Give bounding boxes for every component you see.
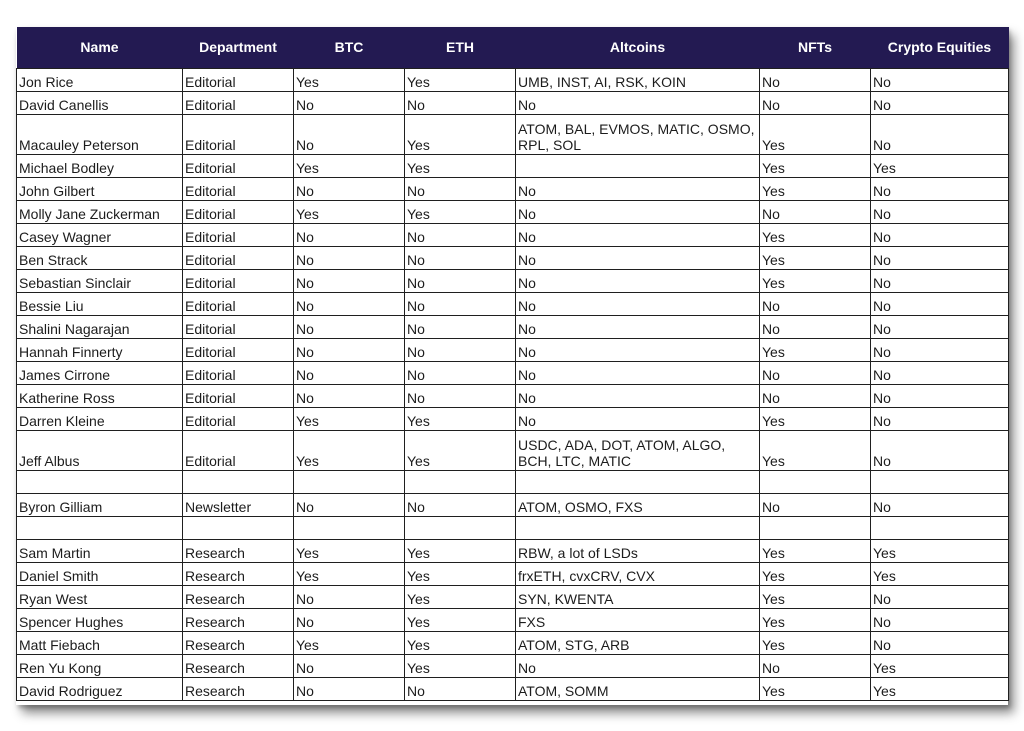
cell-nfts: Yes [760,677,871,700]
cell-nfts: Yes [760,246,871,269]
cell-department [183,516,294,539]
cell-nfts: No [760,292,871,315]
cell-name: Hannah Finnerty [17,338,183,361]
cell-name: Katherine Ross [17,384,183,407]
cell-name: Jon Rice [17,68,183,91]
cell-department: Research [183,654,294,677]
cell-eth: No [405,246,516,269]
cell-altcoins: RBW, a lot of LSDs [516,539,760,562]
table-row [17,585,1009,608]
header-nfts: NFTs [760,27,871,68]
cell-nfts: No [760,315,871,338]
header-department: Department [183,27,294,68]
table-row [17,246,1009,269]
cell-nfts: Yes [760,585,871,608]
cell-name: Byron Gilliam [17,493,183,516]
cell-department: Research [183,562,294,585]
cell-department: Editorial [183,200,294,223]
cell-crypto-equities: No [871,631,1009,654]
cell-crypto-equities: No [871,68,1009,91]
table-row [17,68,1009,91]
cell-crypto-equities: No [871,177,1009,200]
cell-department: Editorial [183,338,294,361]
cell-crypto-equities: No [871,407,1009,430]
cell-btc: No [294,315,405,338]
cell-name: Ren Yu Kong [17,654,183,677]
cell-nfts: Yes [760,269,871,292]
table-row [17,177,1009,200]
cell-altcoins: No [516,91,760,114]
table-row [17,539,1009,562]
cell-altcoins: No [516,654,760,677]
cell-eth: Yes [405,585,516,608]
cell-crypto-equities: No [871,384,1009,407]
cell-department: Research [183,585,294,608]
cell-crypto-equities: No [871,292,1009,315]
cell-btc: No [294,177,405,200]
cell-btc: Yes [294,68,405,91]
cell-department: Research [183,539,294,562]
table-row [17,631,1009,654]
table-row [17,338,1009,361]
cell-name: Matt Fiebach [17,631,183,654]
cell-nfts: Yes [760,223,871,246]
cell-nfts: No [760,493,871,516]
holdings-table [16,27,1009,701]
cell-name: Darren Kleine [17,407,183,430]
cell-nfts: No [760,68,871,91]
header-name: Name [17,27,183,68]
cell-btc [294,516,405,539]
cell-btc: No [294,292,405,315]
cell-crypto-equities: Yes [871,654,1009,677]
cell-altcoins: USDC, ADA, DOT, ATOM, ALGO, BCH, LTC, MATIC [516,430,760,470]
header-eth: ETH [405,27,516,68]
cell-btc: No [294,361,405,384]
cell-altcoins: UMB, INST, AI, RSK, KOIN [516,68,760,91]
cell-nfts: No [760,200,871,223]
cell-crypto-equities: No [871,361,1009,384]
cell-crypto-equities [871,516,1009,539]
cell-crypto-equities [871,470,1009,493]
cell-eth: Yes [405,407,516,430]
cell-name: David Rodriguez [17,677,183,700]
cell-eth: Yes [405,430,516,470]
cell-btc [294,470,405,493]
cell-department: Editorial [183,315,294,338]
cell-altcoins: No [516,177,760,200]
cell-crypto-equities: No [871,338,1009,361]
cell-altcoins: No [516,269,760,292]
table-row [17,154,1009,177]
table-row [17,407,1009,430]
cell-department: Research [183,677,294,700]
cell-name: Ben Strack [17,246,183,269]
table-row [17,677,1009,700]
table-row [17,200,1009,223]
cell-btc: No [294,246,405,269]
table-row [17,315,1009,338]
cell-crypto-equities: No [871,315,1009,338]
cell-btc: No [294,493,405,516]
cell-department: Editorial [183,177,294,200]
cell-altcoins: No [516,292,760,315]
cell-btc: No [294,654,405,677]
cell-altcoins [516,154,760,177]
header-crypto-equities: Crypto Equities [871,27,1009,68]
cell-eth: No [405,361,516,384]
cell-nfts: Yes [760,608,871,631]
cell-eth: No [405,384,516,407]
cell-eth [405,516,516,539]
cell-eth: Yes [405,154,516,177]
cell-crypto-equities: No [871,585,1009,608]
cell-crypto-equities: No [871,91,1009,114]
cell-name: Spencer Hughes [17,608,183,631]
cell-altcoins: ATOM, OSMO, FXS [516,493,760,516]
cell-altcoins: No [516,338,760,361]
table-row [17,361,1009,384]
cell-name: Macauley Peterson [17,114,183,154]
cell-name: David Canellis [17,91,183,114]
cell-btc: No [294,91,405,114]
cell-nfts: Yes [760,407,871,430]
cell-name: Michael Bodley [17,154,183,177]
cell-department: Newsletter [183,493,294,516]
cell-eth: Yes [405,200,516,223]
cell-btc: Yes [294,539,405,562]
cell-name: James Cirrone [17,361,183,384]
cell-eth: Yes [405,114,516,154]
cell-name [17,470,183,493]
cell-altcoins: ATOM, SOMM [516,677,760,700]
cell-btc: No [294,677,405,700]
table-row [17,430,1009,470]
holdings-table-frame [16,27,1008,705]
cell-crypto-equities: No [871,200,1009,223]
cell-name: Daniel Smith [17,562,183,585]
cell-eth: No [405,315,516,338]
cell-altcoins: No [516,223,760,246]
table-row [17,269,1009,292]
cell-crypto-equities: Yes [871,562,1009,585]
cell-department: Editorial [183,154,294,177]
cell-btc: No [294,269,405,292]
cell-name: Bessie Liu [17,292,183,315]
cell-crypto-equities: No [871,430,1009,470]
cell-altcoins: No [516,200,760,223]
cell-altcoins: No [516,384,760,407]
cell-department: Editorial [183,68,294,91]
cell-crypto-equities: No [871,608,1009,631]
cell-crypto-equities: No [871,246,1009,269]
cell-eth: No [405,223,516,246]
cell-eth: No [405,91,516,114]
cell-department: Research [183,608,294,631]
cell-eth: No [405,269,516,292]
cell-crypto-equities: No [871,269,1009,292]
cell-department: Editorial [183,361,294,384]
table-row [17,608,1009,631]
header-row [17,27,1009,68]
cell-crypto-equities: No [871,493,1009,516]
cell-department: Editorial [183,407,294,430]
cell-btc: No [294,114,405,154]
cell-altcoins [516,470,760,493]
cell-altcoins: SYN, KWENTA [516,585,760,608]
cell-btc: Yes [294,562,405,585]
cell-crypto-equities: Yes [871,677,1009,700]
cell-crypto-equities: Yes [871,539,1009,562]
cell-eth: Yes [405,539,516,562]
cell-department: Editorial [183,269,294,292]
cell-department: Editorial [183,114,294,154]
cell-name: Jeff Albus [17,430,183,470]
cell-eth [405,470,516,493]
cell-eth: No [405,338,516,361]
cell-nfts: Yes [760,154,871,177]
cell-eth: Yes [405,631,516,654]
cell-nfts [760,516,871,539]
cell-btc: No [294,585,405,608]
cell-crypto-equities: Yes [871,154,1009,177]
cell-btc: No [294,608,405,631]
table-row-empty [17,516,1009,539]
table-row-empty [17,470,1009,493]
cell-nfts [760,470,871,493]
cell-btc: Yes [294,430,405,470]
table-row [17,292,1009,315]
cell-department: Editorial [183,430,294,470]
cell-nfts: Yes [760,539,871,562]
cell-btc: Yes [294,154,405,177]
cell-name [17,516,183,539]
cell-altcoins [516,516,760,539]
cell-department: Editorial [183,91,294,114]
cell-name: Molly Jane Zuckerman [17,200,183,223]
cell-nfts: No [760,91,871,114]
cell-department [183,470,294,493]
cell-name: Sebastian Sinclair [17,269,183,292]
cell-btc: No [294,338,405,361]
header-altcoins: Altcoins [516,27,760,68]
header-btc: BTC [294,27,405,68]
cell-altcoins: No [516,361,760,384]
cell-altcoins: ATOM, STG, ARB [516,631,760,654]
cell-department: Editorial [183,292,294,315]
cell-eth: Yes [405,562,516,585]
cell-altcoins: No [516,246,760,269]
cell-nfts: Yes [760,338,871,361]
cell-nfts: No [760,384,871,407]
table-row [17,114,1009,154]
cell-eth: No [405,292,516,315]
cell-nfts: Yes [760,631,871,654]
cell-name: Shalini Nagarajan [17,315,183,338]
cell-name: Casey Wagner [17,223,183,246]
cell-nfts: Yes [760,562,871,585]
table-row [17,91,1009,114]
cell-nfts: No [760,654,871,677]
cell-altcoins: No [516,315,760,338]
cell-eth: No [405,677,516,700]
cell-altcoins: No [516,407,760,430]
cell-eth: Yes [405,68,516,91]
cell-crypto-equities: No [871,223,1009,246]
table-row [17,223,1009,246]
cell-crypto-equities: No [871,114,1009,154]
cell-name: John Gilbert [17,177,183,200]
cell-altcoins: ATOM, BAL, EVMOS, MATIC, OSMO, RPL, SOL [516,114,760,154]
cell-btc: No [294,223,405,246]
cell-btc: Yes [294,407,405,430]
cell-nfts: No [760,361,871,384]
cell-btc: Yes [294,631,405,654]
cell-nfts: Yes [760,114,871,154]
cell-nfts: Yes [760,177,871,200]
cell-eth: No [405,493,516,516]
cell-nfts: Yes [760,430,871,470]
table-row [17,654,1009,677]
cell-btc: No [294,384,405,407]
cell-department: Editorial [183,384,294,407]
cell-eth: Yes [405,654,516,677]
cell-eth: Yes [405,608,516,631]
cell-name: Sam Martin [17,539,183,562]
table-row [17,384,1009,407]
cell-department: Editorial [183,246,294,269]
cell-department: Editorial [183,223,294,246]
cell-department: Research [183,631,294,654]
table-row [17,493,1009,516]
cell-altcoins: FXS [516,608,760,631]
table-row [17,562,1009,585]
cell-name: Ryan West [17,585,183,608]
cell-eth: No [405,177,516,200]
cell-altcoins: frxETH, cvxCRV, CVX [516,562,760,585]
cell-btc: Yes [294,200,405,223]
